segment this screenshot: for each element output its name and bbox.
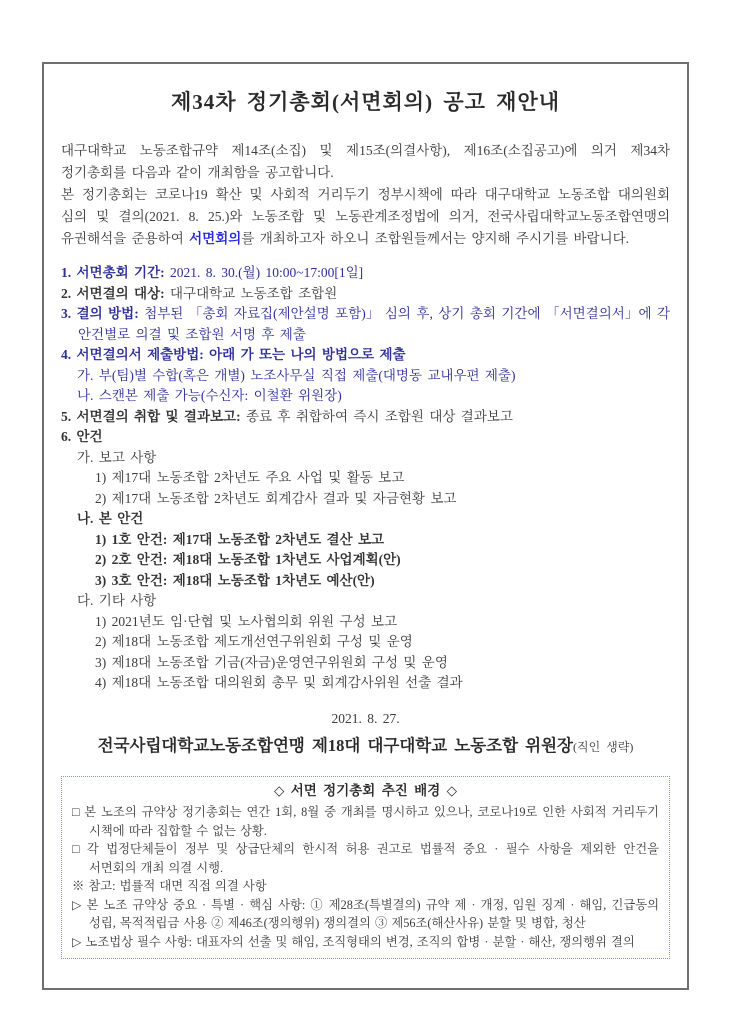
square-bullet-icon: □ — [72, 805, 81, 819]
square-bullet-icon: □ — [72, 842, 83, 856]
list-item-target — [61, 284, 670, 305]
item-value: 대구대학교 노동조합 조합원 — [170, 285, 338, 301]
agenda-etc-item: 3) 제18대 노동조합 기금(자금)운영연구위원회 구성 및 운영 — [95, 654, 448, 670]
list-item-report — [61, 407, 670, 428]
list-item-method — [61, 304, 670, 345]
meeting-details-list — [61, 263, 670, 694]
triangle-bullet-icon: ▷ — [72, 897, 83, 912]
box-detail-1 — [72, 896, 659, 933]
item-value: 종료 후 취합하여 즉시 조합원 대상 결과보고 — [245, 408, 513, 424]
intro-section — [61, 140, 670, 250]
list-item-period — [61, 263, 670, 284]
intro-paragraph-2 — [61, 184, 670, 250]
agenda-section-main-title: 나. 본 안건 — [77, 511, 144, 526]
box-bullet-text: 각 법정단체들이 정부 및 상급단체의 한시적 허용 권고로 법률적 중요 · 필수 사항을 제외한 안건을 서면회의 개최 의결 시행. — [86, 842, 659, 875]
background-info-box — [61, 776, 670, 960]
item-label: 1. 서면총회 기간: — [61, 265, 165, 280]
agenda-section-report-title: 가. 보고 사항 — [77, 449, 157, 465]
item-value: 아래 가 또는 나의 방법으로 제출 — [209, 347, 406, 362]
submission-option-a: 가. 부(팀)별 수합(혹은 개별) 노조사무실 직접 제출(대명동 교내우편 제출) — [77, 367, 516, 383]
agenda-etc-item: 2) 제18대 노동조합 제도개선연구위원회 구성 및 운영 — [95, 634, 413, 649]
agenda-report-item: 2) 제17대 노동조합 2차년도 회계감사 결과 및 자금현황 보고 — [95, 490, 457, 506]
item-label: 2. 서면결의 대상: — [61, 285, 165, 301]
item-value: 2021. 8. 30.(월) 10:00~17:00[1일] — [170, 265, 364, 280]
agenda-main-item: 3) 3호 안건: 제18대 노동조합 1차년도 예산(안) — [95, 572, 375, 588]
box-title: ◇ 서면 정기총회 추진 배경 ◇ — [273, 782, 458, 798]
agenda-etc-item: 1) 2021년도 임·단협 및 노사협의회 위원 구성 보고 — [95, 613, 398, 629]
item-value: 첨부된 「총회 자료집(제안설명 포함)」 심의 후, 상기 총회 기간에 「서면결의서」에 각 안건별로 의결 및 조합원 서명 후 제출 — [78, 306, 670, 342]
signature-line — [61, 732, 670, 756]
written-meeting-highlight: 서면회의 — [189, 231, 242, 246]
triangle-bullet-icon: ▷ — [72, 934, 82, 949]
box-bullet-2 — [72, 840, 659, 877]
announcement-date: 2021. 8. 27. — [331, 710, 400, 726]
agenda-etc-item: 4) 제18대 노동조합 대의원회 총무 및 회계감사위원 선출 결과 — [95, 675, 463, 690]
signatory-title: 전국사립대학교노동조합연맹 제18대 대구대학교 노동조합 위원장 — [97, 735, 573, 755]
box-reference-note: ※ 참고: 법률적 대면 직접 의결 사항 — [72, 879, 267, 893]
agenda-section-etc-title: 다. 기타 사항 — [77, 593, 157, 608]
agenda-main-item: 2) 2호 안건: 제18대 노동조합 1차년도 사업계획(안) — [95, 552, 401, 567]
box-detail-text: 노조법상 필수 사항: 대표자의 선출 및 해임, 조직형태의 변경, 조직의 합병 · 분할 · 해산, 쟁의행위 결의 — [85, 934, 635, 949]
item-label: 3. 결의 방법: — [61, 306, 139, 321]
list-item-submission — [61, 345, 670, 366]
intro-paragraph-1: 대구대학교 노동조합규약 제14조(소집) 및 제15조(의결사항), 제16조(소집공고)에 의거 제34차 정기총회를 다음과 같이 개최함을 공고합니다. — [61, 143, 670, 180]
box-bullet-1 — [72, 803, 659, 840]
item-label: 4. 서면결의서 제출방법: — [61, 347, 204, 362]
agenda-report-item: 1) 제17대 노동조합 2차년도 주요 사업 및 활동 보고 — [95, 470, 405, 485]
stamp-omitted-note: (직인 생략) — [572, 739, 634, 754]
box-bullet-text: 본 노조의 규약상 정기총회는 연간 1회, 8월 중 개최를 명시하고 있으나, 코로나19로 인한 사회적 거리두기 시책에 따라 집합할 수 없는 상황. — [84, 805, 659, 838]
box-detail-text: 본 노조 규약상 중요 · 특별 · 핵심 사항: ① 제28조(특별결의) 규약 제 · 개정, 임원 징계 · 해임, 긴급동의 성립, 목적적립금 사용 ② 제46조(쟁의행위) 쟁의결의 ③ 제56조(해산사유) 분할 및 병합, 청산 — [86, 897, 659, 930]
item-label: 5. 서면결의 취합 및 결과보고: — [61, 408, 241, 424]
document-border-frame — [42, 62, 689, 990]
item-label: 6. 안건 — [61, 429, 103, 444]
box-detail-2 — [72, 933, 659, 952]
agenda-main-item: 1) 1호 안건: 제17대 노동조합 2차년도 결산 보고 — [95, 531, 385, 547]
intro-p2-text-before: 본 정기총회는 코로나19 확산 및 사회적 거리두기 정부시책에 따라 대구대학교 노동조합 대의원회 심의 및 결의(2021. 8. 25.)와 노동조합 및 노동관계조정법에 의거, 전국사립대학교노동조합연맹의 유권해석을 준용하여 — [61, 187, 670, 246]
intro-p2-text-after: 를 개최하고자 하오니 조합원들께서는 양지해 주시기를 바랍니다. — [241, 231, 630, 246]
document-title: 제34차 정기총회(서면회의) 공고 재안내 — [170, 90, 561, 114]
list-item-agenda — [61, 427, 670, 448]
submission-option-b: 나. 스캔본 제출 가능(수신자: 이철환 위원장) — [77, 388, 342, 403]
